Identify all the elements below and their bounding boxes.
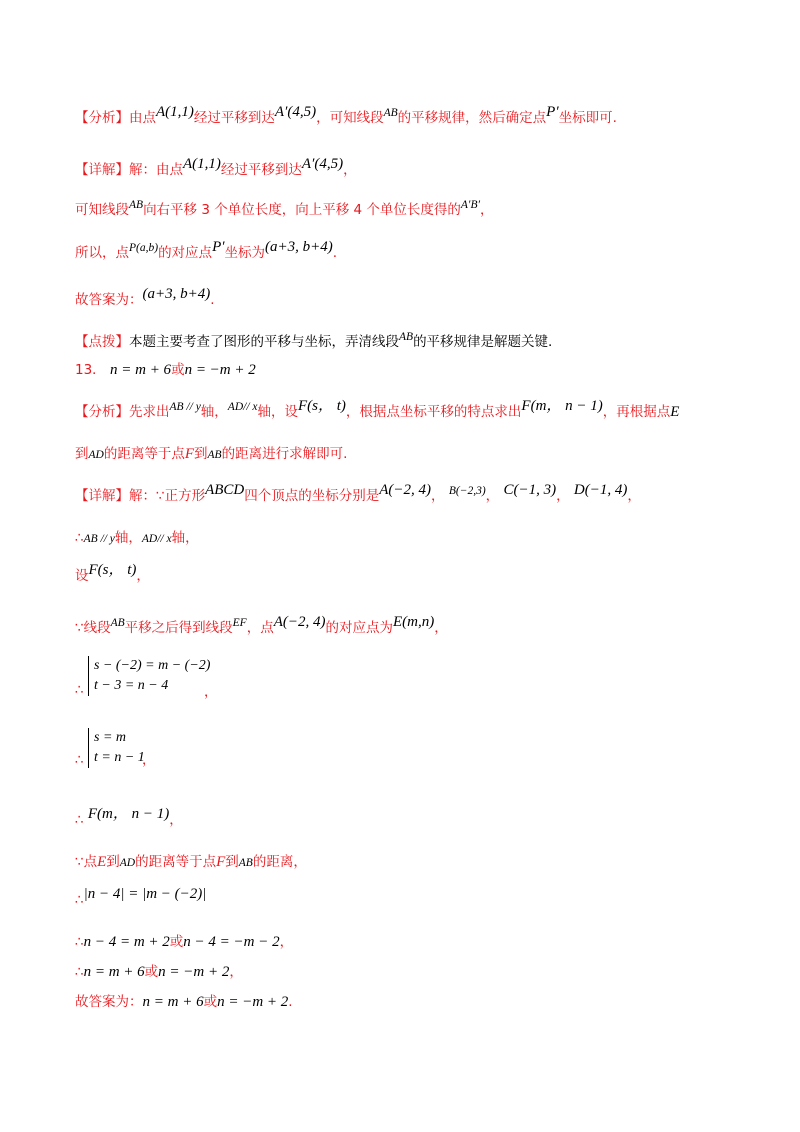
text: 到: [75, 446, 89, 462]
math: AB: [238, 857, 253, 869]
detail-tag: 【详解】: [75, 488, 129, 504]
text: 设: [75, 568, 89, 584]
text: ，: [480, 202, 494, 218]
math: A′B′: [460, 199, 480, 211]
text: ，可知线段: [316, 110, 384, 126]
math: n = −m + 2: [184, 362, 256, 378]
text: ∴: [75, 892, 84, 908]
equation-row: s = m: [94, 730, 127, 745]
math: EF: [232, 617, 247, 629]
text: 轴，: [114, 530, 142, 546]
math: AB: [110, 617, 125, 629]
text: 解：由点: [129, 162, 183, 178]
detail-line-4: [75, 482, 641, 507]
text: ，: [485, 488, 500, 504]
math: n = m + 6: [109, 362, 172, 378]
text: 的对应点: [158, 245, 213, 261]
text: 所以，点: [75, 245, 129, 261]
detail-line-11: [75, 932, 293, 952]
text: 解：∵正方形: [129, 488, 206, 504]
text: 经过平移到达: [193, 110, 275, 126]
text: 故答案为：: [75, 994, 143, 1010]
math: B(−2,3): [448, 485, 486, 497]
remark-tag: 【点拨】: [75, 334, 129, 350]
text: ，: [136, 568, 150, 584]
text: 向右平移 3 个单位长度，向上平移 4 个单位长度得的: [143, 202, 461, 218]
detail-line-6: [75, 562, 150, 586]
math: E: [97, 854, 107, 870]
math: A(1,1): [156, 104, 194, 120]
text: .: [210, 292, 215, 308]
text: ，: [169, 812, 183, 828]
equation-row: t − 3 = n − 4: [94, 678, 169, 693]
text: 的平移规律，然后确定点: [397, 110, 547, 126]
math: (a+3, b+4): [265, 239, 333, 255]
detail-line-8: [75, 806, 183, 830]
text: 故答案为：: [75, 292, 143, 308]
text: 到: [225, 854, 239, 870]
therefore-symbol: ∴: [75, 752, 84, 768]
math: A(−2, 4): [379, 482, 432, 498]
math: C(−1, 3): [503, 482, 557, 498]
text: ，: [343, 162, 357, 178]
answer-line-2: [75, 992, 293, 1012]
text: 的距离进行求解即可.: [221, 446, 348, 462]
text: 或: [144, 964, 159, 980]
therefore-symbol: ∴: [75, 682, 84, 698]
text: 或: [203, 994, 218, 1010]
text: 的距离，: [252, 854, 307, 870]
text: 的距离等于点: [135, 854, 217, 870]
question-13-answer: [75, 360, 256, 380]
text: ，根据点坐标平移的特点求出: [345, 404, 522, 420]
text: ∴: [75, 934, 84, 950]
math: F(m， n − 1): [87, 806, 170, 822]
text: 或: [171, 362, 185, 378]
math: (a+3, b+4): [142, 286, 211, 302]
detail-line-3: [75, 239, 338, 264]
math: F: [216, 854, 226, 870]
text: 经过平移到达: [220, 162, 302, 178]
text: ，: [627, 488, 641, 504]
math: n = −m + 2: [217, 994, 289, 1010]
detail-line-1: [75, 156, 357, 180]
text: 轴，设: [257, 404, 298, 420]
text: ，: [434, 620, 448, 636]
math: A(1,1): [183, 156, 221, 172]
text: ，: [279, 934, 294, 950]
detail-line-9: [75, 852, 307, 873]
text: 可知线段: [75, 202, 129, 218]
analysis-tag: 【分析】: [75, 404, 129, 420]
analysis-line-2: [75, 398, 680, 423]
math: AB: [399, 331, 414, 343]
math: D(−1, 4): [573, 482, 628, 498]
math: AB // y: [83, 533, 115, 545]
text: 先求出: [129, 404, 170, 420]
question-number: 13．: [75, 362, 106, 378]
text: 由点: [129, 110, 156, 126]
math: ABCD: [205, 482, 245, 498]
text: 轴，: [200, 404, 228, 420]
math: |n − 4| = |m − (−2)|: [83, 886, 207, 902]
text: ∴: [75, 530, 84, 546]
text: 或: [169, 934, 184, 950]
text: 平移之后得到线段: [124, 620, 233, 636]
math: AD: [88, 449, 104, 461]
math: AB: [383, 107, 398, 119]
analysis-line-1: [75, 104, 617, 129]
equation-row: s − (−2) = m − (−2): [94, 658, 211, 673]
answer-line-1: [75, 286, 215, 310]
math: P′: [212, 239, 225, 255]
text: .: [332, 245, 338, 261]
math: F(s， t): [298, 398, 346, 414]
comma: ，: [204, 684, 218, 700]
text: ，点: [246, 620, 274, 636]
math: AD// x: [141, 533, 172, 545]
math: n = −m + 2: [158, 964, 230, 980]
text: ，: [556, 488, 570, 504]
comma: ，: [142, 752, 156, 768]
math: E: [670, 404, 680, 420]
math: AD: [119, 857, 136, 869]
analysis-line-3: [75, 444, 347, 465]
math: AD// x: [227, 401, 258, 413]
math: n − 4 = −m − 2: [183, 934, 280, 950]
math: n − 4 = m + 2: [83, 934, 170, 950]
text: ∴: [75, 964, 84, 980]
detail-line-7: [75, 614, 448, 639]
detail-line-5: [75, 528, 199, 549]
text: ，再根据点: [602, 404, 671, 420]
math: A′(4,5): [274, 104, 317, 120]
text: ∵点: [75, 854, 98, 870]
remark-line: [75, 332, 552, 353]
equation-system-1: [88, 656, 210, 696]
equation-row: t = n − 1: [94, 750, 145, 765]
math: n = m + 6: [83, 964, 145, 980]
detail-line-12: [75, 962, 243, 982]
text: ，: [431, 488, 445, 504]
math: F(s， t): [88, 562, 137, 578]
math: P(a,b): [129, 242, 159, 254]
detail-line-10: [75, 886, 207, 910]
math: P′: [546, 104, 559, 120]
math: n = m + 6: [142, 994, 204, 1010]
text: 的平移规律是解题关键.: [413, 334, 553, 350]
text: 坐标为: [224, 245, 266, 261]
math: E(m,n): [393, 614, 435, 630]
text: 四个顶点的坐标分别是: [244, 488, 380, 504]
math: F: [184, 446, 195, 462]
math: AB: [129, 199, 144, 211]
analysis-tag: 【分析】: [75, 110, 129, 126]
math: A(−2, 4): [273, 614, 326, 630]
text: ，: [229, 964, 243, 980]
text: ∵线段: [75, 620, 111, 636]
text: 本题主要考查了图形的平移与坐标，弄清线段: [129, 334, 399, 350]
text: 轴，: [171, 530, 199, 546]
math: AB: [207, 449, 222, 461]
text: ∴: [75, 812, 84, 828]
math: F(m， n − 1): [521, 398, 603, 414]
detail-line-2: [75, 200, 494, 221]
text: 到: [106, 854, 120, 870]
text: 坐标即可.: [558, 110, 617, 126]
math: A′(4,5): [301, 156, 344, 172]
detail-tag: 【详解】: [75, 162, 129, 178]
equation-system-2: [88, 728, 145, 768]
text: 到: [194, 446, 208, 462]
text: 的对应点为: [325, 620, 393, 636]
text: .: [288, 994, 293, 1010]
text: 的距离等于点: [103, 446, 185, 462]
math: AB // y: [169, 401, 201, 413]
